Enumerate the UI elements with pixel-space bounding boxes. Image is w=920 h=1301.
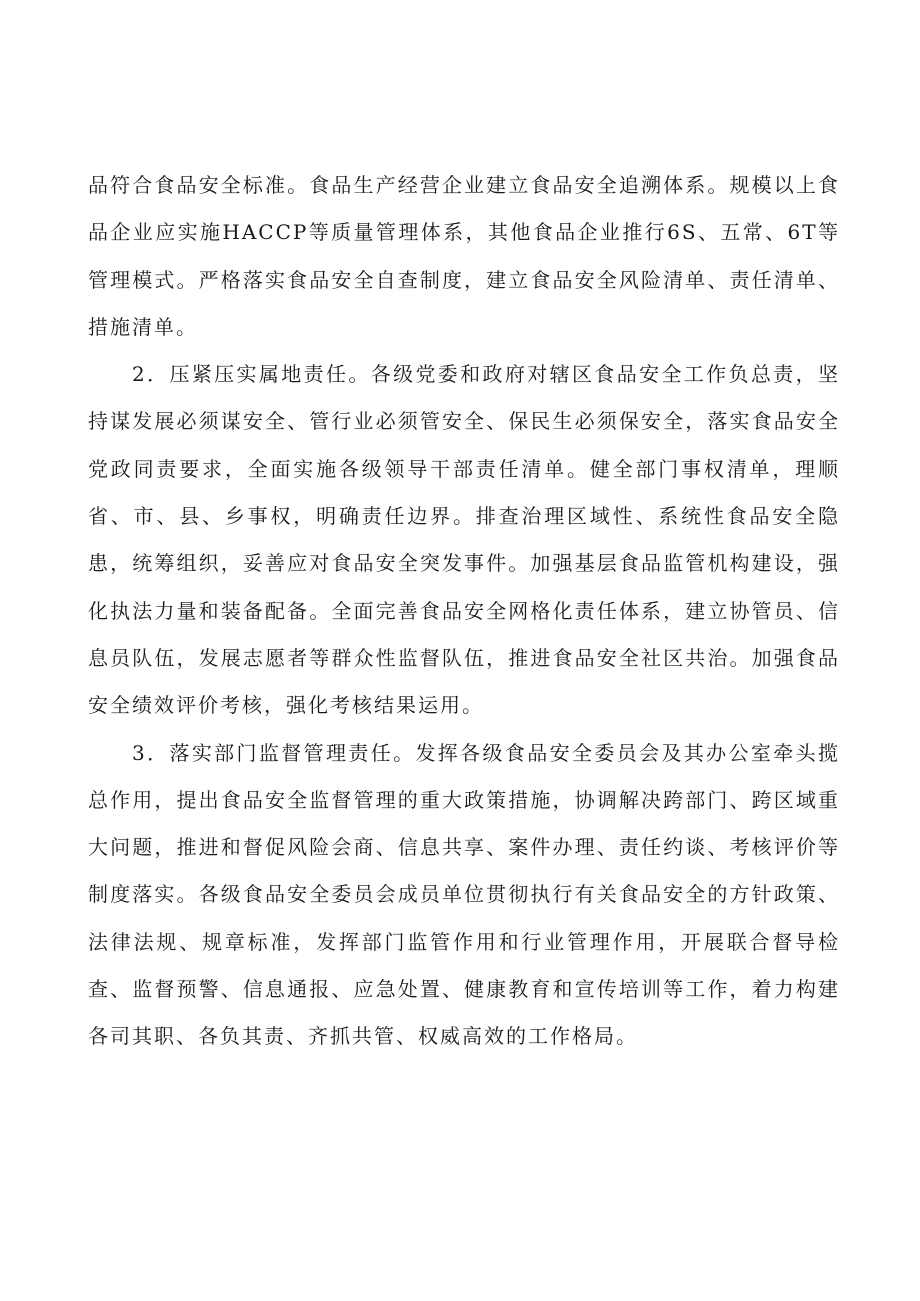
- paragraph-2: 2．压紧压实属地责任。各级党委和政府对辖区食品安全工作负总责，坚持谋发展必须谋安全、管行业必须管安全、保民生必须保安全，落实食品安全党政同责要求，全面实施各级领导干部责任清单。健全部门事权清单，理顺省、市、县、乡事权，明确责任边界。排查治理区域性、系统性食品安全隐患，统筹组织，妥善应对食品安全突发事件。加强基层食品监管机构建设，强化执法力量和装备配备。全面完善食品安全网格化责任体系，建立协管员、信息员队伍，发展志愿者等群众性监督队伍，推进食品安全社区共治。加强食品安全绩效评价考核，强化考核结果运用。: [88, 362, 840, 718]
- document-body: [88, 162, 840, 1061]
- paragraph-1: 品符合食品安全标准。食品生产经营企业建立食品安全追溯体系。规模以上食品企业应实施HACCP等质量管理体系，其他食品企业推行6S、五常、6T等管理模式。严格落实食品安全自查制度，建立食品安全风险清单、责任清单、措施清单。: [88, 173, 840, 339]
- paragraph-3: 3．落实部门监督管理责任。发挥各级食品安全委员会及其办公室牵头揽总作用，提出食品安全监督管理的重大政策措施，协调解决跨部门、跨区域重大问题，推进和督促风险会商、信息共享、案件办理、责任约谈、考核评价等制度落实。各级食品安全委员会成员单位贯彻执行有关食品安全的方针政策、法律法规、规章标准，发挥部门监管作用和行业管理作用，开展联合督导检查、监督预警、信息通报、应急处置、健康教育和宣传培训等工作，着力构建各司其职、各负其责、齐抓共管、权威高效的工作格局。: [88, 740, 840, 1049]
